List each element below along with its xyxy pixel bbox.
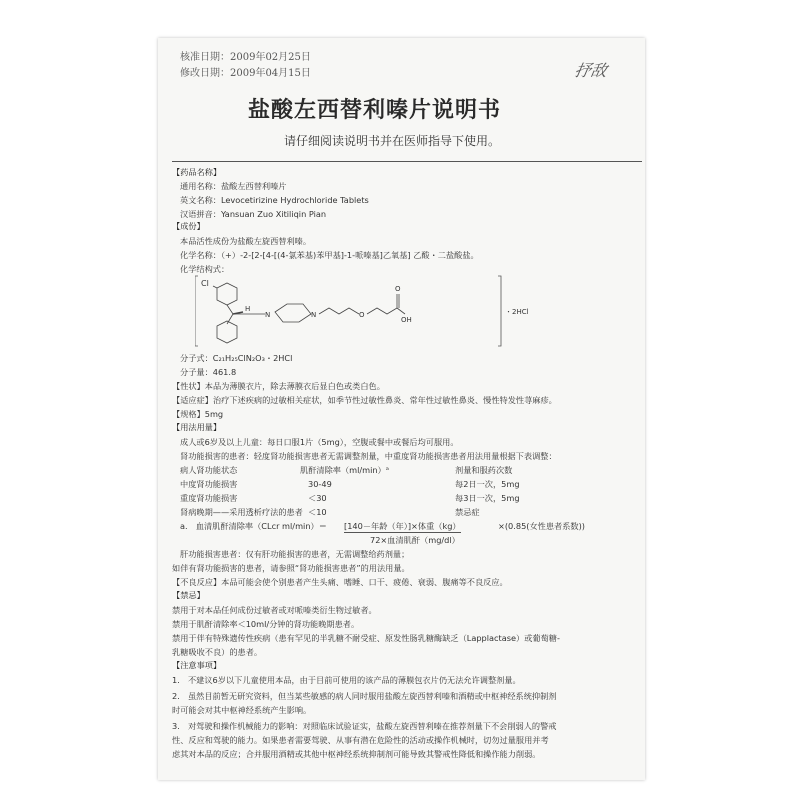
table-row-1-clearance: 30-49	[308, 479, 332, 489]
precaution-line: 1. 不建议6岁以下儿童使用本品，由于目前可使用的该产品的薄膜包衣片仍无法允许调整剂量。	[172, 675, 521, 685]
precaution-line: 时可能会对其中枢神经系统产生影响。	[172, 705, 312, 715]
table-header-dose: 剂量和服药次数	[455, 465, 513, 475]
contraindication-item: 禁用于肌酐清除率＜10ml/分钟的肾功能晚期患者。	[172, 619, 360, 629]
structure-salt-label: ・2HCl	[505, 308, 529, 316]
section-character: 【性状】本品为薄膜衣片，除去薄膜衣后显白色或类白色。	[172, 381, 385, 391]
approval-date: 核准日期：2009年02月25日	[180, 52, 311, 63]
section-adverse-reactions: 【不良反应】本品可能会使个别患者产生头痛、嗜睡、口干、疲倦、衰弱、腹痛等不良反应。	[172, 577, 508, 587]
table-row-2-clearance: ＜30	[308, 493, 327, 503]
precaution-line: 性、反应和驾驶的能力。如果患者需要驾驶、从事有潜在危险性的活动或操作机械时，切勿过量服用并考	[172, 735, 549, 745]
structure-label: 化学结构式：	[180, 264, 230, 274]
chemical-name: 化学名称：（+）-2-[2-[4-[(4-氯苯基)苯甲基]-1-哌嗪基]乙氧基] 乙酸・二盐酸盐。	[180, 250, 479, 260]
section-precautions-heading: 【注意事项】	[172, 660, 222, 670]
structure-h-label: H	[245, 305, 251, 313]
table-row-2-dose: 每3日一次，5mg	[455, 493, 520, 503]
header-divider	[172, 161, 642, 162]
contraindication-item: 禁用于伴有特殊遗传性疾病（患有罕见的半乳糖不耐受症、原发性肠乳糖酶缺乏（Lapplactase）或葡萄糖-	[172, 633, 560, 643]
clearance-formula-denominator: 72×血清肌酐（mg/dl）	[370, 535, 460, 545]
molecular-weight: 分子量：461.8	[180, 367, 237, 377]
section-contraindications-heading: 【禁忌】	[172, 590, 205, 600]
table-row-1-status: 中度肾功能损害	[180, 479, 238, 489]
contraindication-item: 禁用于对本品任何成份过敏者或对哌嗪类衍生物过敏者。	[172, 605, 377, 615]
chemical-structure-diagram	[195, 274, 545, 349]
table-row-3-dose: 禁忌症	[455, 507, 480, 517]
section-drug-name-heading: 【药品名称】	[172, 167, 222, 177]
contraindication-item: 乳糖吸收不良）的患者。	[172, 647, 263, 657]
table-header-clearance: 肌酐清除率（ml/min）ᵃ	[300, 465, 389, 475]
table-row-3-clearance: ＜10	[308, 507, 327, 517]
active-ingredient: 本品活性成份为盐酸左旋西替利嗪。	[180, 236, 312, 246]
section-dosage-heading: 【用法用量】	[172, 422, 222, 432]
table-header-status: 病人肾功能状态	[180, 465, 238, 475]
precaution-line: 虑其对本品的反应；合并服用酒精或其他中枢神经系统抑制剂可能导致其警戒性降低和操作能力削弱。	[172, 749, 541, 759]
clearance-formula-suffix: ×(0.85(女性患者系数))	[498, 521, 585, 531]
leaflet-sheet	[158, 38, 645, 780]
structure-n2-label: N	[311, 311, 317, 319]
clearance-formula-prefix: a. 血清肌酐清除率（CLcr ml/min）＝	[180, 521, 327, 531]
section-indications: 【适应症】治疗下述疾病的过敏相关症状，如季节性过敏性鼻炎、常年性过敏性鼻炎、慢性特发性荨麻疹。	[172, 395, 557, 405]
structure-oh-label: OH	[401, 316, 412, 324]
structure-n1-label: N	[265, 311, 271, 319]
section-composition-heading: 【成份】	[172, 221, 205, 231]
renal-dosage-intro: 肾功能损害的患者：轻度肾功能损害患者无需调整剂量，中重度肾功能损害患者用法用量根据下表调整：	[180, 451, 557, 461]
structure-o2-label: O	[395, 285, 401, 293]
section-specification: 【规格】5mg	[172, 409, 224, 419]
hepatic-dosage: 肝功能损害患者：仅有肝功能损害的患者，无需调整给药剂量；	[180, 549, 410, 559]
signature-stamp: 抒敌	[573, 61, 609, 80]
pinyin-name: 汉语拼音：Yansuan Zuo Xitiliqin Pian	[180, 209, 327, 219]
precaution-line: 2. 虽然目前暂无研究资料，但当某些敏感的病人同时服用盐酸左旋西替利嗪和酒精或中枢神经系统抑制剂	[172, 691, 557, 701]
revision-date: 修改日期：2009年04月15日	[180, 68, 311, 79]
clearance-formula-numerator: [140－年龄（年）]×体重（kg）	[344, 521, 461, 531]
table-row-1-dose: 每2日一次，5mg	[455, 479, 520, 489]
molecular-formula: 分子式：C₂₁H₂₅ClN₂O₃・2HCl	[180, 353, 293, 363]
precaution-line: 3. 对驾驶和操作机械能力的影响：对照临床试验证实，盐酸左旋西替利嗪在推荐剂量下不会削弱人的警戒	[172, 721, 557, 731]
table-row-2-status: 重度肾功能损害	[180, 493, 238, 503]
adult-dosage: 成人或6岁及以上儿童：每日口服1片（5mg），空腹或餐中或餐后均可服用。	[180, 437, 459, 447]
structure-o1-label: O	[359, 311, 365, 319]
generic-name: 通用名称：盐酸左西替利嗪片	[180, 181, 287, 191]
document-title: 盐酸左西替利嗪片说明书	[248, 98, 502, 123]
english-name: 英文名称：Levocetirizine Hydrochloride Tablets	[180, 195, 369, 205]
structure-cl-label: Cl	[201, 279, 209, 288]
table-row-3-status: 肾病晚期——采用透析疗法的患者	[180, 507, 303, 517]
combined-impairment-dosage: 如伴有肾功能损害的患者，请参照“肾功能损害患者”的用法用量。	[172, 563, 410, 573]
document-subtitle: 请仔细阅读说明书并在医师指导下使用。	[284, 134, 501, 148]
